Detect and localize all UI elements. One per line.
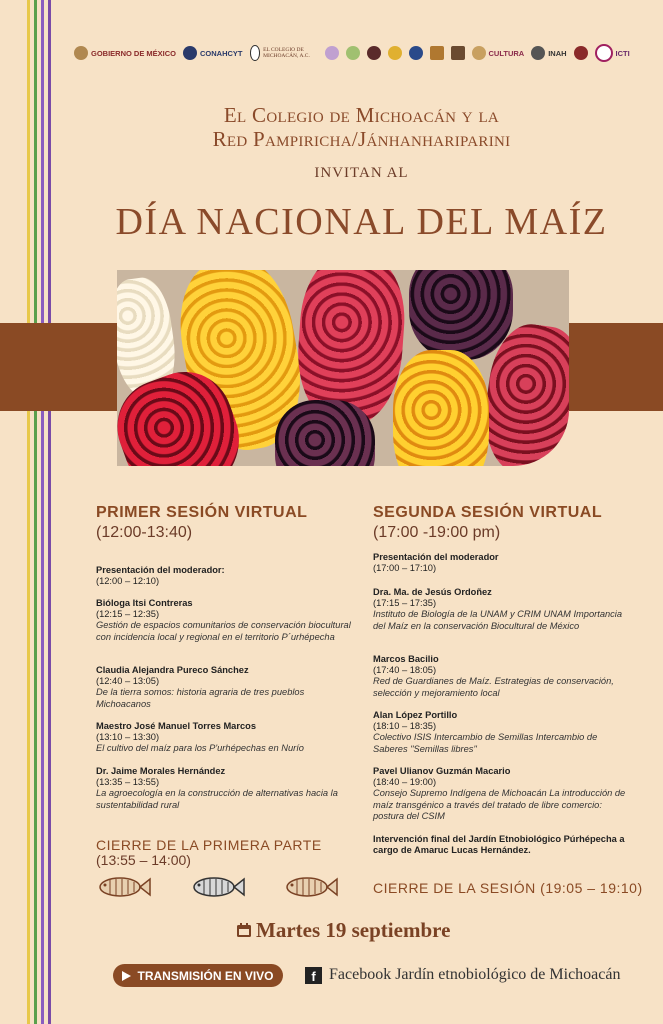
session1-item: Claudia Alejandra Pureco Sánchez (12:40 – 13:05) De la tierra somos: historia agraria de tres pueblos Michoacanos <box>96 665 305 709</box>
stripe-purple <box>41 0 44 1024</box>
session1-item: Presentación del moderador: (12:00 – 12:10) <box>96 565 225 587</box>
logo-seal-6 <box>430 46 444 60</box>
facebook-icon: f <box>305 967 322 984</box>
logo-seal-4 <box>388 46 402 60</box>
logo-icti: ICTI <box>595 44 630 62</box>
session2-item: Marcos Bacilio (17:40 – 18:05) Red de Guardianes de Maíz. Estrategias de conservación, selección y mejoramiento local <box>373 654 614 698</box>
stripe-yellow <box>27 0 30 1024</box>
event-title: DÍA NACIONAL DEL MAÍZ <box>115 201 608 243</box>
logo-seal-3 <box>367 46 381 60</box>
logo-strip <box>74 38 633 68</box>
session1-close-title: CIERRE DE LA PRIMERA PARTE <box>96 837 322 853</box>
stripe-violet <box>48 0 51 1024</box>
session2-item: Pavel Ulianov Guzmán Macario (18:40 – 19:00) Consejo Supremo Indígena de Michoacán La introducción de maíz transgénico a través del tratado de libre comercio: postura del CSIM <box>373 766 626 821</box>
session2-item: Dra. Ma. de Jesús Ordoñez (17:15 – 17:35) Instituto de Biología de la UNAM y CRIM UNAM Importancia del Maíz en la conservación Biocultural de México <box>373 587 623 631</box>
logo-seal-8 <box>574 46 588 60</box>
session1-time: (12:00-13:40) <box>96 524 193 541</box>
fish-icon <box>96 875 152 899</box>
organizers-heading <box>60 103 663 151</box>
logo-conahcyt: CONAHCYT <box>183 46 243 60</box>
session1-item: Dr. Jaime Morales Hernández (13:35 – 13:55) La agroecología en la construcción de alternativas hacia la sustentabilidad rural <box>96 766 338 810</box>
session2-item: Presentación del moderador (17:00 – 17:10) <box>373 552 499 574</box>
live-stream-button[interactable]: TRANSMISIÓN EN VIVO <box>113 964 283 987</box>
band-right <box>569 323 663 411</box>
session2-final-note: Intervención final del Jardín Etnobiológico Púrhépecha a cargo de Amaruc Lucas Hernández. <box>373 834 625 856</box>
session2-title: SEGUNDA SESIÓN VIRTUAL <box>373 504 603 521</box>
logo-cultura: CULTURA <box>472 46 525 60</box>
logo-seal-2 <box>346 46 360 60</box>
logo-seal-7 <box>451 46 465 60</box>
play-icon <box>122 971 131 981</box>
session2-item: Alan López Portillo (18:10 – 18:35) Colectivo ISIS Intercambio de Semillas Intercambio de Saberes "Semillas libres" <box>373 710 598 754</box>
event-date: Martes 19 septiembre <box>236 918 450 943</box>
session2-time: (17:00 -19:00 pm) <box>373 524 501 541</box>
invite-text: INVITAN AL <box>314 165 409 181</box>
organizers-line-1: El Colegio de Michoacán y la <box>223 103 500 127</box>
session1-item: Bióloga Itsi Contreras (12:15 – 12:35) Gestión de espacios comunitarios de conservación biocultural con incidencia local y regional en el territorio P´urhépecha <box>96 598 351 642</box>
fish-icon <box>283 875 339 899</box>
band-left <box>0 323 118 411</box>
calendar-icon <box>236 922 252 938</box>
fish-icon <box>190 875 246 899</box>
session2-close: CIERRE DE LA SESIÓN (19:05 – 19:10) <box>373 880 643 896</box>
stripe-green <box>34 0 37 1024</box>
session1-title: PRIMER SESIÓN VIRTUAL <box>96 504 308 521</box>
logo-seal-1 <box>325 46 339 60</box>
facebook-link[interactable]: f Facebook Jardín etnobiológico de Michoacán <box>305 966 620 984</box>
session1-close-time: (13:55 – 14:00) <box>96 852 191 868</box>
logo-inah: INAH <box>531 46 566 60</box>
session1-item: Maestro José Manuel Torres Marcos (13:10 – 13:30) El cultivo del maíz para los P'urhépechas en Nurío <box>96 721 304 754</box>
logo-gobierno: GOBIERNO DE MÉXICO <box>74 46 176 60</box>
logo-seal-5 <box>409 46 423 60</box>
logo-colmich: EL COLEGIO DE MICHOACÁN, A.C. <box>250 45 318 61</box>
corn-image <box>117 270 569 466</box>
organizers-line-2: Red Pampiricha/Jánhanhariparini <box>212 127 511 151</box>
